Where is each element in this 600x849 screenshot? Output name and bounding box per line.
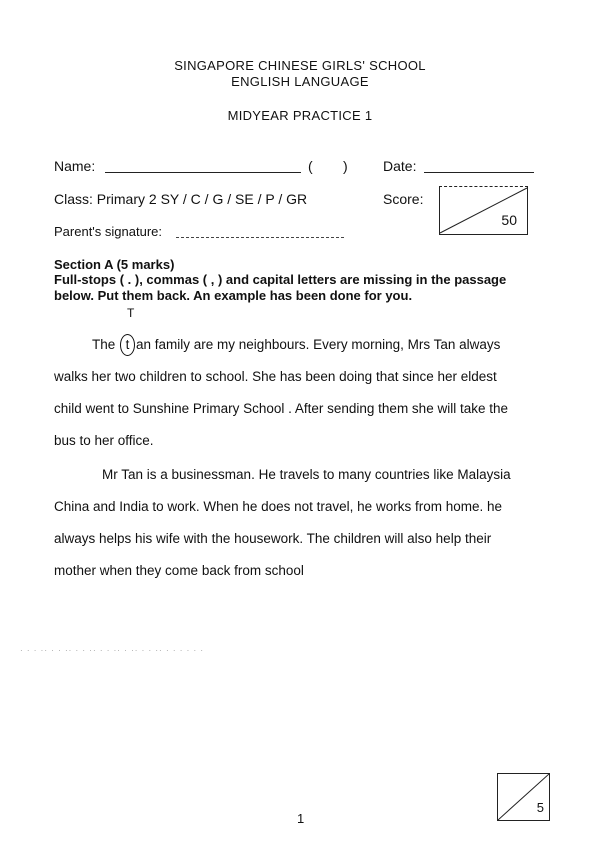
passage-line: Mr Tan is a businessman. He travels to many countries like Malaysia (102, 467, 511, 482)
section-heading: Section A (5 marks) (54, 257, 175, 272)
passage-line: child went to Sunshine Primary School . After sending them she will take the (54, 401, 508, 416)
passage-text: an family are my neighbours. Every morning, Mrs Tan always (136, 337, 501, 352)
page-number: 1 (297, 811, 305, 826)
name-label: Name: (54, 158, 96, 174)
school-name: SINGAPORE CHINESE GIRLS' SCHOOL (174, 58, 426, 73)
section-score-total: 5 (536, 800, 544, 815)
passage-line: always helps his wife with the housework. The children will also help their (54, 531, 492, 546)
name-field[interactable] (105, 158, 301, 173)
example-correction: T (127, 306, 135, 320)
passage-line: walks her two children to school. She has been doing that since her eldest (54, 369, 497, 384)
passage-paragraph-1 (54, 329, 544, 457)
passage-line: China and India to work. When he does not travel, he works from home. he (54, 499, 502, 514)
date-field[interactable] (424, 158, 534, 173)
section-instructions: Full-stops ( . ), commas ( , ) and capital letters are missing in the passage below. Put them back. An example has been done for you. (54, 272, 507, 303)
parent-signature-field[interactable] (176, 225, 344, 238)
passage-line (54, 329, 544, 361)
passage-paragraph-2 (54, 459, 544, 587)
parent-signature-label: Parent's signature: (54, 224, 162, 239)
page-title: MIDYEAR PRACTICE 1 (227, 108, 373, 123)
scan-artifact-line: · · · ·· · · ·· · · ·· · · ·· · ·· · · ·· · · · · · · (20, 646, 205, 655)
passage-line: mother when they come back from school (54, 563, 304, 578)
section-score-box[interactable] (497, 773, 550, 821)
passage-line: bus to her office. (54, 433, 154, 448)
score-total: 50 (501, 212, 517, 228)
passage-text: The (92, 337, 120, 352)
score-label: Score: (383, 191, 424, 207)
date-label: Date: (383, 158, 417, 174)
score-box[interactable] (439, 186, 528, 235)
register-paren-close: ) (343, 158, 348, 174)
circled-example-letter: t (120, 334, 135, 356)
register-paren-open: ( (308, 158, 313, 174)
class-label: Class: Primary 2 SY / C / G / SE / P / GR (54, 191, 308, 207)
subject-name: ENGLISH LANGUAGE (231, 74, 369, 89)
